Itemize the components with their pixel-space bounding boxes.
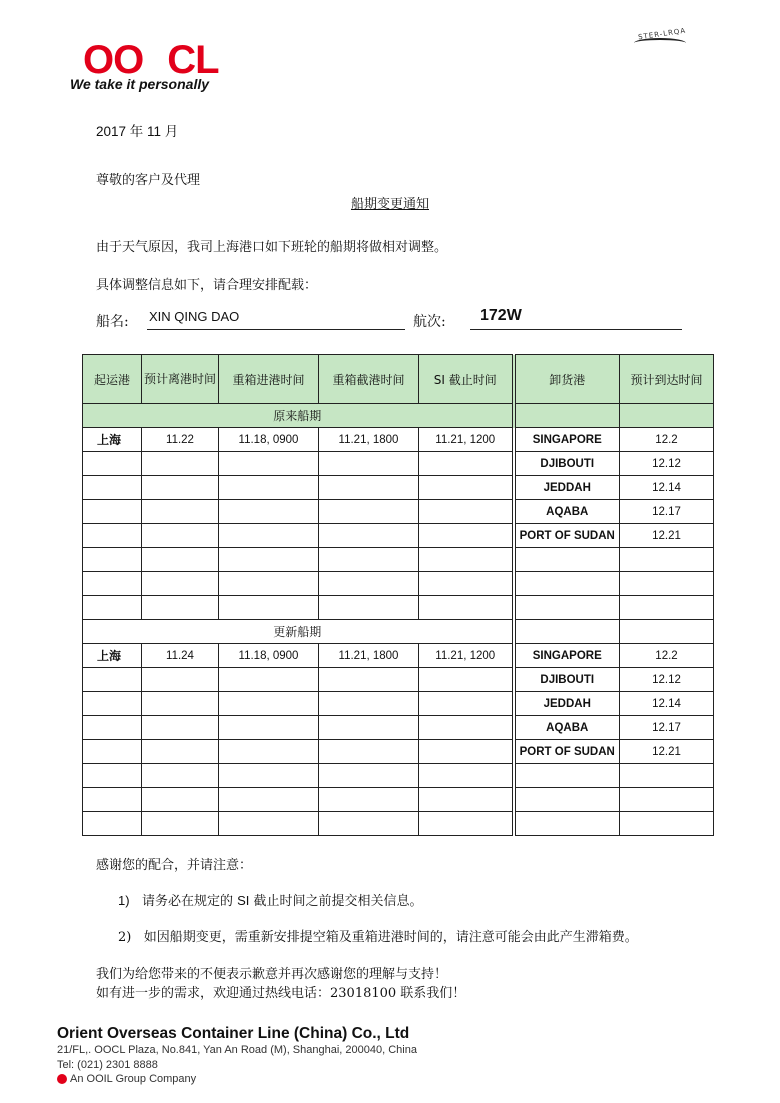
discharge-port: SINGAPORE bbox=[514, 644, 620, 668]
table-row-empty bbox=[83, 548, 714, 572]
logo-text-left: OO bbox=[83, 38, 144, 82]
cy-cutoff-value: 11.21, 1800 bbox=[319, 428, 419, 452]
discharge-port: JEDDAH bbox=[514, 476, 620, 500]
section-cell bbox=[620, 404, 714, 428]
origin-port: 上海 bbox=[83, 644, 142, 668]
note-2-text: 如因船期变更，需重新安排提空箱及重箱进港时间的，请注意可能会由此产生滞箱费。 bbox=[143, 930, 638, 945]
paragraph-instruction: 具体调整信息如下，请合理安排配载： bbox=[96, 278, 318, 293]
note-item-2 bbox=[118, 926, 638, 945]
section-updated-row bbox=[83, 620, 714, 644]
eta-value: 12.2 bbox=[620, 428, 714, 452]
header-etd: 预计离港时间 bbox=[142, 355, 219, 404]
vessel-name-label: 船名: bbox=[96, 314, 129, 330]
header-cy-cutoff: 重箱截港时间 bbox=[319, 355, 419, 404]
section-original-row bbox=[83, 404, 714, 428]
table-row bbox=[83, 524, 714, 548]
table-row bbox=[83, 452, 714, 476]
discharge-port: AQABA bbox=[514, 716, 620, 740]
discharge-port: SINGAPORE bbox=[514, 428, 620, 452]
oocl-logo bbox=[83, 40, 219, 80]
note-1-pre: 请务必在规定的 bbox=[141, 894, 238, 909]
footer-group-text: An OOIL Group Company bbox=[70, 1073, 197, 1085]
etd-value: 11.22 bbox=[142, 428, 219, 452]
eta-value: 12.14 bbox=[620, 476, 714, 500]
note-1-post: 截止时间之前提交相关信息。 bbox=[249, 894, 423, 909]
table-row bbox=[83, 668, 714, 692]
table-row bbox=[83, 644, 714, 668]
discharge-port: DJIBOUTI bbox=[514, 668, 620, 692]
table-header-row bbox=[83, 355, 714, 404]
schedule-table bbox=[82, 354, 714, 836]
tagline: We take it personally bbox=[70, 76, 210, 92]
flower-icon bbox=[57, 1074, 67, 1084]
footer-tel: Tel: (021) 2301 8888 bbox=[57, 1059, 158, 1071]
note-item-1 bbox=[118, 890, 423, 909]
section-original-title: 原来船期 bbox=[83, 404, 514, 428]
cy-cutoff-value: 11.21, 1800 bbox=[319, 644, 419, 668]
etd-value: 11.24 bbox=[142, 644, 219, 668]
table-row bbox=[83, 740, 714, 764]
section-updated-title: 更新船期 bbox=[83, 620, 514, 644]
note-1-si: SI bbox=[237, 893, 250, 908]
discharge-port: DJIBOUTI bbox=[514, 452, 620, 476]
voyage-value: 172W bbox=[470, 307, 682, 330]
eta-value: 12.17 bbox=[620, 716, 714, 740]
note-2-number: 2) bbox=[118, 930, 132, 945]
header-pod: 卸货港 bbox=[514, 355, 620, 404]
paragraph-reason: 由于天气原因，我司上海港口如下班轮的船期将做相对调整。 bbox=[96, 240, 448, 255]
table-row-empty bbox=[83, 812, 714, 836]
footer-company: Orient Overseas Container Line (China) Co., Ltd bbox=[57, 1025, 410, 1042]
discharge-port: JEDDAH bbox=[514, 692, 620, 716]
header-eta: 预计到达时间 bbox=[620, 355, 714, 404]
discharge-port: PORT OF SUDAN bbox=[514, 740, 620, 764]
eta-value: 12.12 bbox=[620, 452, 714, 476]
note-1-number: 1) bbox=[118, 893, 130, 908]
certification-mark: STER-LRQA bbox=[637, 26, 687, 42]
table-row bbox=[83, 692, 714, 716]
header-origin: 起运港 bbox=[83, 355, 142, 404]
header-cy-open: 重箱进港时间 bbox=[219, 355, 319, 404]
footer-address: 21/FL,. OOCL Plaza, No.841, Yan An Road (M), Shanghai, 200040, China bbox=[57, 1044, 417, 1056]
flower-icon bbox=[144, 48, 166, 70]
certification-arc bbox=[634, 38, 686, 48]
eta-value: 12.14 bbox=[620, 692, 714, 716]
table-row bbox=[83, 476, 714, 500]
eta-value: 12.12 bbox=[620, 668, 714, 692]
table-row bbox=[83, 716, 714, 740]
section-cell bbox=[514, 404, 620, 428]
si-cutoff-value: 11.21, 1200 bbox=[419, 644, 514, 668]
letter-date: 2017 年 11 月 bbox=[96, 124, 179, 139]
discharge-port: AQABA bbox=[514, 500, 620, 524]
footer-group bbox=[57, 1073, 196, 1085]
cy-open-value: 11.18, 0900 bbox=[219, 644, 319, 668]
table-row-empty bbox=[83, 572, 714, 596]
table-row-empty bbox=[83, 764, 714, 788]
logo-text-right: CL bbox=[167, 38, 219, 82]
cy-open-value: 11.18, 0900 bbox=[219, 428, 319, 452]
closing-hotline: 如有进一步的需求，欢迎通过热线电话：23018100 联系我们！ bbox=[96, 986, 466, 1001]
notice-title: 船期变更通知 bbox=[350, 197, 429, 212]
table-row-empty bbox=[83, 788, 714, 812]
discharge-port: PORT OF SUDAN bbox=[514, 524, 620, 548]
eta-value: 12.21 bbox=[620, 740, 714, 764]
thanks-line: 感谢您的配合，并请注意： bbox=[96, 858, 253, 873]
table-row-empty bbox=[83, 596, 714, 620]
header-si-cutoff: SI 截止时间 bbox=[419, 355, 514, 404]
eta-value: 12.17 bbox=[620, 500, 714, 524]
eta-value: 12.21 bbox=[620, 524, 714, 548]
table-row bbox=[83, 500, 714, 524]
si-cutoff-value: 11.21, 1200 bbox=[419, 428, 514, 452]
vessel-name-value: XIN QING DAO bbox=[147, 309, 405, 330]
table-row bbox=[83, 428, 714, 452]
greeting: 尊敬的客户及代理 bbox=[96, 173, 201, 188]
closing-apology: 我们为给您带来的不便表示歉意并再次感谢您的理解与支持！ bbox=[96, 967, 448, 982]
origin-port: 上海 bbox=[83, 428, 142, 452]
voyage-label: 航次: bbox=[413, 314, 446, 330]
eta-value: 12.2 bbox=[620, 644, 714, 668]
